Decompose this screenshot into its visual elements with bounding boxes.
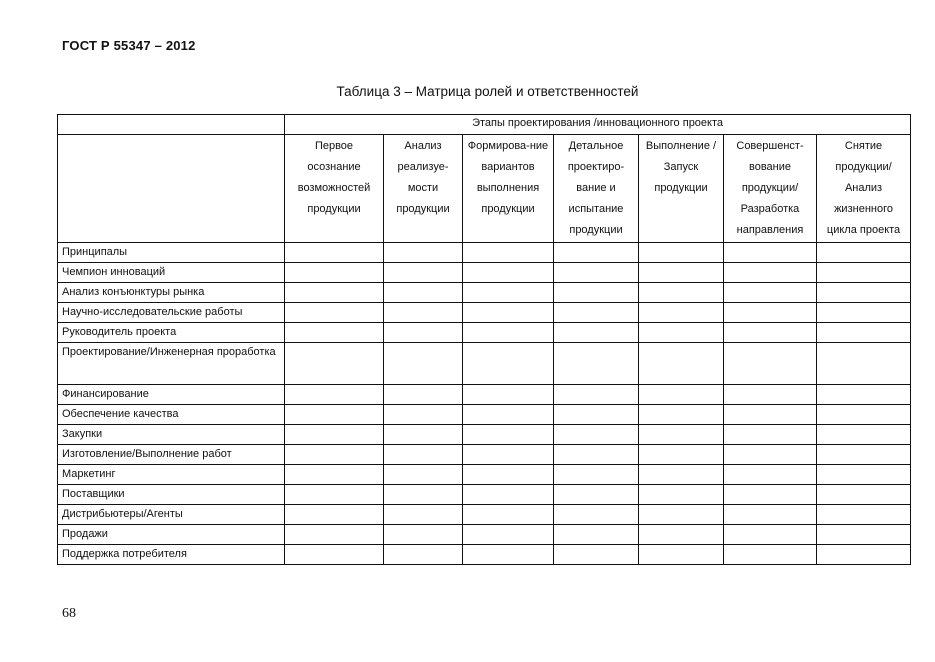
matrix-cell <box>463 525 554 545</box>
matrix-cell <box>817 465 911 485</box>
matrix-cell <box>817 505 911 525</box>
roles-responsibility-matrix <box>57 114 911 565</box>
matrix-cell <box>554 263 639 283</box>
matrix-cell <box>724 283 817 303</box>
table-row <box>58 485 911 505</box>
stage-header: Анализ реализуе-мости продукции <box>384 135 463 243</box>
matrix-cell <box>463 243 554 263</box>
matrix-cell <box>463 465 554 485</box>
standard-designation: ГОСТ Р 55347 – 2012 <box>62 38 196 53</box>
role-label: Поддержка потребителя <box>58 545 285 565</box>
table-row <box>58 445 911 465</box>
table-row <box>58 545 911 565</box>
matrix-cell <box>724 343 817 385</box>
matrix-cell <box>285 525 384 545</box>
matrix-cell <box>724 323 817 343</box>
matrix-cell <box>554 465 639 485</box>
matrix-cell <box>724 405 817 425</box>
table-row <box>58 283 911 303</box>
matrix-cell <box>463 425 554 445</box>
table-row <box>58 505 911 525</box>
matrix-cell <box>285 303 384 323</box>
matrix-cell <box>817 243 911 263</box>
matrix-cell <box>554 545 639 565</box>
matrix-cell <box>384 545 463 565</box>
matrix-cell <box>639 323 724 343</box>
matrix-cell <box>639 243 724 263</box>
matrix-cell <box>724 525 817 545</box>
role-label: Финансирование <box>58 385 285 405</box>
matrix-cell <box>384 303 463 323</box>
stages-group-header: Этапы проектирования /инновационного проекта <box>285 115 911 135</box>
matrix-cell <box>817 385 911 405</box>
matrix-cell <box>384 243 463 263</box>
matrix-cell <box>724 425 817 445</box>
matrix-cell <box>639 405 724 425</box>
role-label: Изготовление/Выполнение работ <box>58 445 285 465</box>
matrix-cell <box>384 385 463 405</box>
matrix-cell <box>463 303 554 323</box>
stage-header: Детальное проектиро-вание и испытание продукции <box>554 135 639 243</box>
matrix-cell <box>554 243 639 263</box>
table-row <box>58 385 911 405</box>
table-row <box>58 343 911 385</box>
matrix-cell <box>639 545 724 565</box>
matrix-cell <box>817 485 911 505</box>
matrix-cell <box>554 303 639 323</box>
matrix-cell <box>285 445 384 465</box>
matrix-cell <box>724 485 817 505</box>
table-row <box>58 525 911 545</box>
matrix-cell <box>463 405 554 425</box>
matrix-cell <box>384 505 463 525</box>
matrix-cell <box>384 263 463 283</box>
matrix-cell <box>554 405 639 425</box>
matrix-cell <box>639 303 724 323</box>
table-row <box>58 263 911 283</box>
matrix-cell <box>285 243 384 263</box>
table-row <box>58 243 911 263</box>
matrix-cell <box>285 263 384 283</box>
matrix-cell <box>554 425 639 445</box>
matrix-cell <box>817 283 911 303</box>
matrix-cell <box>817 525 911 545</box>
page-number: 68 <box>62 606 76 621</box>
role-column-header <box>58 135 285 243</box>
role-label: Продажи <box>58 525 285 545</box>
table-row <box>58 425 911 445</box>
matrix-cell <box>817 303 911 323</box>
matrix-cell <box>384 343 463 385</box>
table-caption: Таблица 3 – Матрица ролей и ответственностей <box>336 84 639 99</box>
matrix-cell <box>285 505 384 525</box>
matrix-cell <box>724 243 817 263</box>
role-label: Анализ конъюнктуры рынка <box>58 283 285 303</box>
stage-header: Формирова-ние вариантов выполнения продукции <box>463 135 554 243</box>
stage-header: Снятие продукции/ Анализ жизненного цикла проекта <box>817 135 911 243</box>
matrix-cell <box>384 465 463 485</box>
matrix-cell <box>724 385 817 405</box>
matrix-cell <box>724 545 817 565</box>
stage-header-row <box>58 135 911 243</box>
matrix-cell <box>384 445 463 465</box>
stage-header: Первое осознание возможностей продукции <box>285 135 384 243</box>
matrix-cell <box>554 485 639 505</box>
matrix-cell <box>554 283 639 303</box>
matrix-cell <box>285 465 384 485</box>
role-label: Закупки <box>58 425 285 445</box>
table-row <box>58 465 911 485</box>
matrix-cell <box>285 343 384 385</box>
matrix-cell <box>285 405 384 425</box>
role-label: Дистрибьютеры/Агенты <box>58 505 285 525</box>
role-label: Руководитель проекта <box>58 323 285 343</box>
table-row <box>58 405 911 425</box>
stage-header: Совершенст-вование продукции/ Разработка направления <box>724 135 817 243</box>
matrix-cell <box>639 485 724 505</box>
matrix-cell <box>817 323 911 343</box>
matrix-cell <box>554 343 639 385</box>
matrix-cell <box>285 545 384 565</box>
matrix-cell <box>639 465 724 485</box>
group-header-row <box>58 115 911 135</box>
matrix-cell <box>817 545 911 565</box>
matrix-cell <box>817 445 911 465</box>
matrix-cell <box>384 283 463 303</box>
matrix-cell <box>285 283 384 303</box>
matrix-cell <box>817 343 911 385</box>
matrix-cell <box>463 323 554 343</box>
matrix-cell <box>639 505 724 525</box>
matrix-cell <box>554 323 639 343</box>
matrix-cell <box>384 323 463 343</box>
matrix-cell <box>554 445 639 465</box>
matrix-cell <box>639 525 724 545</box>
matrix-cell <box>724 465 817 485</box>
matrix-cell <box>463 445 554 465</box>
matrix-cell <box>639 263 724 283</box>
corner-cell <box>58 115 285 135</box>
matrix-cell <box>817 263 911 283</box>
table-row <box>58 303 911 323</box>
matrix-cell <box>724 263 817 283</box>
matrix-cell <box>384 425 463 445</box>
matrix-cell <box>384 405 463 425</box>
matrix-cell <box>384 525 463 545</box>
matrix-cell <box>463 545 554 565</box>
matrix-cell <box>554 385 639 405</box>
matrix-cell <box>463 263 554 283</box>
role-label: Принципалы <box>58 243 285 263</box>
matrix-cell <box>285 323 384 343</box>
matrix-cell <box>639 425 724 445</box>
matrix-cell <box>463 385 554 405</box>
matrix-cell <box>724 505 817 525</box>
role-label: Поставщики <box>58 485 285 505</box>
matrix-cell <box>463 343 554 385</box>
matrix-cell <box>463 283 554 303</box>
table-row <box>58 323 911 343</box>
matrix-cell <box>639 445 724 465</box>
matrix-cell <box>384 485 463 505</box>
role-label: Маркетинг <box>58 465 285 485</box>
matrix-cell <box>817 425 911 445</box>
matrix-cell <box>554 505 639 525</box>
role-label: Обеспечение качества <box>58 405 285 425</box>
matrix-cell <box>639 385 724 405</box>
role-label: Научно-исследовательские работы <box>58 303 285 323</box>
matrix-cell <box>463 485 554 505</box>
role-label: Чемпион инноваций <box>58 263 285 283</box>
matrix-cell <box>285 385 384 405</box>
matrix-cell <box>724 303 817 323</box>
matrix-cell <box>639 343 724 385</box>
matrix-cell <box>639 283 724 303</box>
matrix-cell <box>285 485 384 505</box>
matrix-cell <box>724 445 817 465</box>
matrix-cell <box>554 525 639 545</box>
matrix-cell <box>285 425 384 445</box>
stage-header: Выполнение / Запуск продукции <box>639 135 724 243</box>
role-label: Проектирование/Инженерная проработка <box>58 343 285 385</box>
matrix-cell <box>817 405 911 425</box>
matrix-cell <box>463 505 554 525</box>
